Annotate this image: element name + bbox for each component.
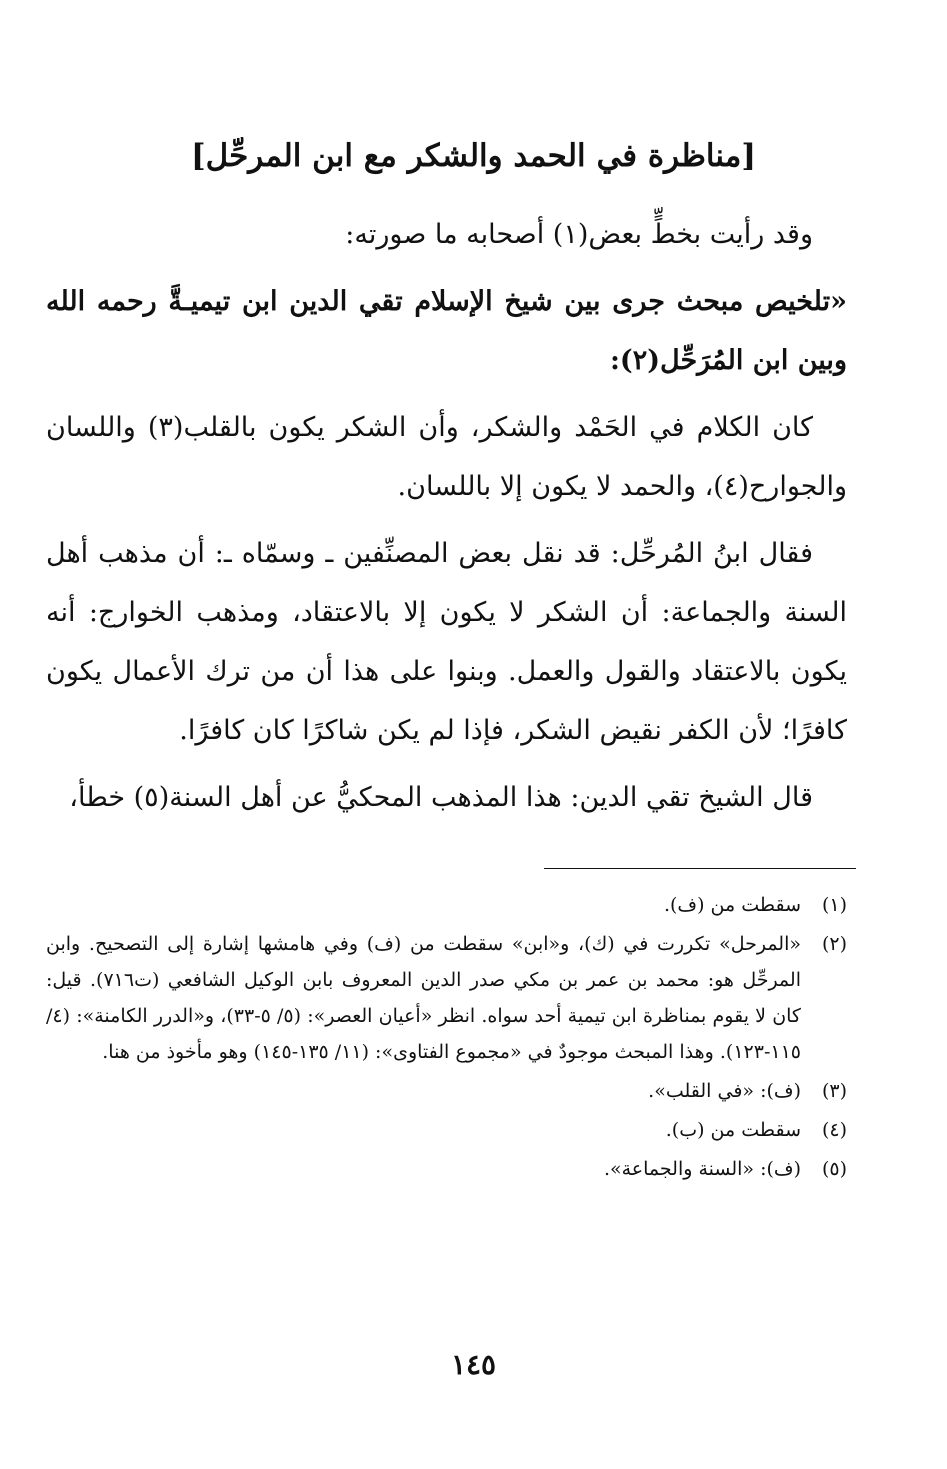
paragraph-ibn-murahhil-claim: فقال ابنُ المُرحِّل: قد نقل بعض المصنِّفين ـ وسمّاه ـ: أن مذهب أهل السنة والجماعة: أن الشكر لا يكون إلا بالاعتقاد، ومذهب الخوارج: أنه يكون بالاعتقاد والقول والعمل. وبنوا على هذا أن من ترك الأعمال يكون كافرًا؛ لأن الكفر نقيض الشكر، فإذا لم يكن شاكرًا كان كافرًا.	[46, 538, 847, 746]
section-heading: [مناظرة في الحمد والشكر مع ابن المرحِّل]	[190, 138, 756, 174]
main-text	[46, 205, 847, 835]
footnote-text: (ف): «السنة والجماعة».	[603, 1158, 801, 1180]
footnote-item	[46, 1151, 847, 1187]
footnote-text: سقطت من (ب).	[665, 1119, 801, 1141]
footnote-number: (٢)	[821, 933, 847, 955]
footnote-item	[46, 887, 847, 923]
paragraph-intro: وقد رأيت بخطٍّ بعض(١) أصحابه ما صورته:	[345, 219, 813, 250]
footnote-item	[46, 1112, 847, 1148]
footnote-separator	[544, 868, 856, 869]
footnote-text: سقطت من (ف).	[663, 894, 801, 916]
paragraph-discussion: كان الكلام في الحَمْد والشكر، وأن الشكر يكون بالقلب(٣) واللسان والجوارح(٤)، والحمد لا يكون إلا باللسان.	[46, 412, 847, 502]
page-number: ١٤٥	[450, 1348, 497, 1381]
paragraph-sheikh-reply: قال الشيخ تقي الدين: هذا المذهب المحكيُّ عن أهل السنة(٥) خطأ،	[69, 782, 813, 813]
footnote-item	[46, 1073, 847, 1109]
footnote-item	[46, 926, 847, 1070]
footnotes	[46, 887, 847, 1190]
footnote-text: «المرحل» تكررت في (ك)، و«ابن» سقطت من (ف) وفي هامشها إشارة إلى التصحيح. وابن المرحِّل هو: محمد بن عمر بن مكي صدر الدين المعروف بابن الوكيل الشافعي (ت٧١٦). قيل: كان لا يقوم بمناظرة ابن تيمية أحد سواه. انظر «أعيان العصر»: (٥/ ٥-٣٣)، و«الدرر الكامنة»: (٤/ ١١٥-١٢٣). وهذا المبحث موجودٌ في «مجموع الفتاوى»: (١١/ ١٣٥-١٤٥) وهو مأخوذ من هنا.	[46, 933, 801, 1063]
footnote-number: (١)	[821, 894, 847, 916]
footnote-number: (٤)	[821, 1119, 847, 1141]
footnote-number: (٣)	[821, 1080, 847, 1102]
footnote-text: (ف): «في القلب».	[648, 1080, 801, 1102]
paragraph-debate-title: «تلخيص مبحث جرى بين شيخ الإسلام تقي الدين ابن تيميـةَّ رحمه الله وبين ابن المُرَحِّل(٢):	[46, 286, 847, 376]
footnote-number: (٥)	[821, 1158, 847, 1180]
